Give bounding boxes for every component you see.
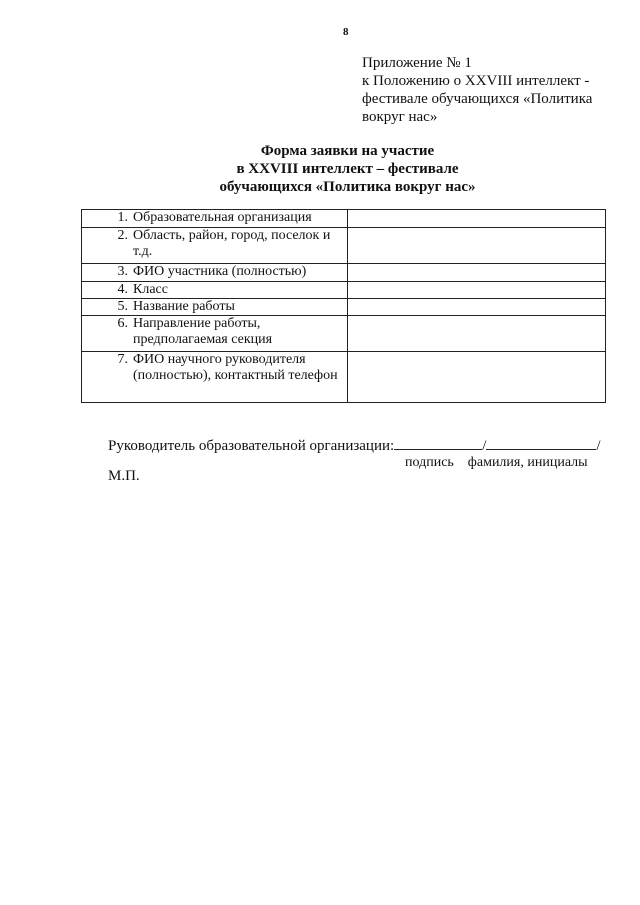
- row-label: ФИО научного руководителя (полностью), контактный телефон: [133, 352, 338, 383]
- row-label-cell: [82, 228, 348, 264]
- appendix-line: фестивале обучающихся «Политика: [362, 91, 593, 107]
- row-value-field[interactable]: [348, 299, 606, 316]
- row-value-field[interactable]: [348, 316, 606, 352]
- signature-end-mark: /: [596, 438, 601, 454]
- name-blank[interactable]: [486, 435, 596, 450]
- row-label: Направление работы, предполагаемая секция: [133, 316, 273, 347]
- signature-caption: подпись: [405, 455, 454, 470]
- row-value-field[interactable]: [348, 228, 606, 264]
- row-number: 7.: [117, 352, 128, 367]
- appendix-line: вокруг нас»: [362, 109, 438, 125]
- row-number: 1.: [117, 210, 128, 225]
- row-number: 6.: [117, 316, 128, 331]
- table-row: [82, 352, 606, 403]
- row-label: ФИО участника (полностью): [133, 264, 307, 279]
- signature-blank[interactable]: [394, 435, 482, 450]
- table-row: [82, 264, 606, 282]
- row-label: Область, район, город, поселок и т.д.: [133, 228, 331, 259]
- stamp-label: М.П.: [108, 468, 140, 484]
- row-value-field[interactable]: [348, 210, 606, 228]
- table-row: [82, 299, 606, 316]
- row-label-cell: [82, 264, 348, 282]
- appendix-header: [362, 54, 622, 126]
- signature-line: [108, 435, 601, 455]
- signature-captions: [405, 455, 588, 471]
- signature-separator: /: [482, 438, 487, 454]
- signature-label: Руководитель образовательной организации:: [108, 438, 395, 454]
- row-number: 3.: [117, 264, 128, 279]
- row-value-field[interactable]: [348, 264, 606, 282]
- appendix-line: Приложение № 1: [362, 55, 472, 71]
- row-number: 5.: [117, 299, 128, 314]
- row-label-cell: [82, 316, 348, 352]
- table-row: [82, 210, 606, 228]
- form-title: [150, 142, 545, 196]
- appendix-line: к Положению о XXVIII интеллект -: [362, 73, 590, 89]
- row-label-cell: [82, 352, 348, 403]
- table-row: [82, 282, 606, 299]
- form-title-line: в XXVIII интеллект – фестивале: [236, 161, 459, 177]
- row-label-cell: [82, 210, 348, 228]
- application-form-table: [81, 209, 606, 403]
- form-title-line: Форма заявки на участие: [260, 143, 435, 159]
- row-value-field[interactable]: [348, 352, 606, 403]
- row-label-cell: [82, 299, 348, 316]
- row-label: Название работы: [133, 299, 235, 314]
- page-number: 8: [343, 26, 349, 38]
- row-label-cell: [82, 282, 348, 299]
- row-number: 4.: [117, 282, 128, 297]
- table-row: [82, 316, 606, 352]
- name-caption: фамилия, инициалы: [467, 455, 588, 470]
- row-number: 2.: [117, 228, 128, 243]
- row-label: Образовательная организация: [133, 210, 312, 225]
- row-value-field[interactable]: [348, 282, 606, 299]
- row-label: Класс: [133, 282, 168, 297]
- form-title-line: обучающихся «Политика вокруг нас»: [219, 179, 476, 195]
- table-row: [82, 228, 606, 264]
